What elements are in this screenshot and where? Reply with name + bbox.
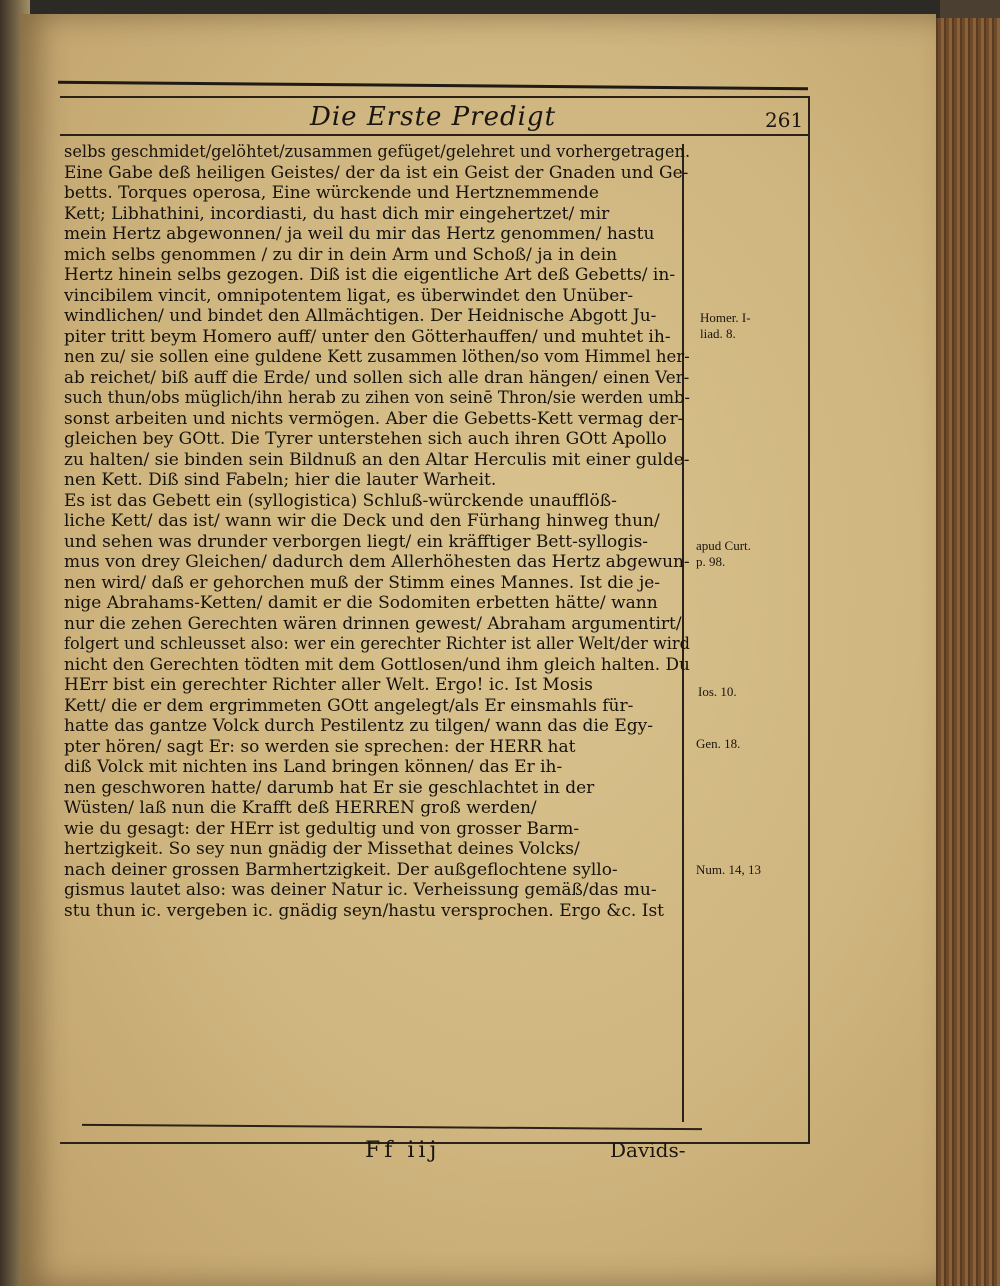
body-line: pter hören/ sagt Er: so werden sie sprechen: der HERR hat <box>64 736 576 757</box>
margin-note-homer <box>700 310 751 342</box>
margin-note-line: Num. 14, 13 <box>696 862 761 877</box>
body-line: hertzigkeit. So sey nun gnädig der Missethat deines Volcks/ <box>64 839 580 859</box>
body-line: Wüsten/ laß nun die Krafft deß HERREN groß werden/ <box>64 798 537 818</box>
body-line: nen zu/ sie sollen eine guldene Kett zusammen löthen/so vom Himmel her- <box>64 347 690 367</box>
body-line: Eine Gabe deß heiligen Geistes/ der da ist ein Geist der Gnaden und Ge- <box>64 162 689 183</box>
body-line: selbs geschmidet/gelöhtet/zusammen gefüget/gelehret und vorhergetragen. <box>64 142 691 162</box>
body-line: zu halten/ sie binden sein Bildnuß an den Altar Herculis mit einer gulde- <box>64 449 690 470</box>
body-line: mich selbs genommen / zu dir in dein Arm und Schoß/ ja in dein <box>64 244 618 265</box>
body-line: nen wird/ daß er gehorchen muß der Stimm eines Mannes. Ist die je- <box>64 572 661 593</box>
body-line: Kett; Libhathini, incordiasti, du hast dich mir eingehertzet/ mir <box>64 203 610 224</box>
margin-note-num <box>696 862 761 878</box>
margin-note-ios <box>698 684 737 700</box>
margin-note-line: Gen. 18. <box>696 736 741 751</box>
body-line: stu thun ic. vergeben ic. gnädig seyn/hastu versprochen. Ergo &c. Ist <box>64 900 665 921</box>
body-line: nach deiner grossen Barmhertzigkeit. Der außgeflochtene syllo- <box>64 859 618 880</box>
page-number: 261 <box>765 108 804 132</box>
margin-note-line: Ios. 10. <box>698 684 737 699</box>
body-line: gleichen bey GOtt. Die Tyrer unterstehen sich auch ihren GOtt Apollo <box>64 429 667 449</box>
body-line: hatte das gantze Volck durch Pestilentz zu tilgen/ wann das die Egy- <box>64 716 653 736</box>
body-line: nen geschworen hatte/ darumb hat Er sie geschlachtet in der <box>64 777 595 798</box>
catchword: Davids- <box>610 1138 686 1162</box>
body-line: ab reichet/ biß auff die Erde/ und sollen sich alle dran hängen/ einen Ver- <box>64 367 690 388</box>
body-line: mus von drey Gleichen/ dadurch dem Allerhöhesten das Hertz abgewun- <box>64 552 690 572</box>
header-rule <box>60 134 808 136</box>
body-line: HErr bist ein gerechter Richter aller Welt. Ergo! ic. Ist Mosis <box>64 675 593 695</box>
body-line: nige Abrahams-Ketten/ damit er die Sodomiten erbetten hätte/ wann <box>64 593 658 613</box>
body-line: piter tritt beym Homero auff/ unter den Götterhauffen/ und muhtet ih- <box>64 326 671 347</box>
body-line: betts. Torques operosa, Eine würckende und Hertznemmende <box>64 183 599 203</box>
body-line: Hertz hinein selbs gezogen. Diß ist die eigentliche Art deß Gebetts/ in- <box>64 265 676 285</box>
body-line: gismus lautet also: was deiner Natur ic. Verheissung gemäß/das mu- <box>64 880 657 900</box>
signature-mark: Ff iij <box>365 1138 441 1163</box>
body-line: nicht den Gerechten tödten mit dem Gottlosen/und ihm gleich halten. Du <box>64 654 690 675</box>
margin-note-gen <box>696 736 740 752</box>
body-text <box>64 142 690 921</box>
body-line: liche Kett/ das ist/ wann wir die Deck und den Fürhang hinweg thun/ <box>64 511 660 531</box>
body-line: mein Hertz abgewonnen/ ja weil du mir das Hertz genommen/ hastu <box>64 224 655 244</box>
margin-note-curt <box>696 538 751 570</box>
body-line: nur die zehen Gerechten wären drinnen gewest/ Abraham argumentirt/ <box>64 613 682 634</box>
body-line: sonst arbeiten und nichts vermögen. Aber die Gebetts-Kett vermag der- <box>64 408 684 429</box>
body-line: und sehen was drunder verborgen liegt/ ein kräfftiger Bett-syllogis- <box>64 531 649 552</box>
body-line: Kett/ die er dem ergrimmeten GOtt angelegt/als Er einsmahls für- <box>64 695 634 716</box>
body-line: vincibilem vincit, omnipotentem ligat, es überwindet den Unüber- <box>64 285 634 306</box>
margin-note-line: p. 98. <box>696 554 726 569</box>
running-title: Die Erste Predigt <box>310 102 557 132</box>
body-line: nen Kett. Diß sind Fabeln; hier die lauter Warheit. <box>64 470 497 490</box>
top-rule <box>58 81 808 91</box>
body-line: windlichen/ und bindet den Allmächtigen. Der Heidnische Abgott Ju- <box>64 306 657 326</box>
body-line: wie du gesagt: der HErr ist gedultig und von grosser Barm- <box>64 818 580 839</box>
body-line: folgert und schleusset also: wer ein gerechter Richter ist aller Welt/der wird <box>64 634 690 654</box>
body-line: such thun/obs müglich/ihn herab zu zihen von seinē Thron/sie werden umb- <box>64 388 690 408</box>
margin-note-line: Homer. I- <box>700 310 751 325</box>
page-edges <box>930 18 1000 1286</box>
book-page <box>20 14 936 1286</box>
body-line: diß Volck mit nichten ins Land bringen können/ das Er ih- <box>64 757 563 777</box>
margin-note-line: liad. 8. <box>700 326 736 341</box>
margin-note-line: apud Curt. <box>696 538 751 553</box>
body-line: Es ist das Gebett ein (syllogistica) Schluß-würckende unaufflöß- <box>64 490 617 511</box>
